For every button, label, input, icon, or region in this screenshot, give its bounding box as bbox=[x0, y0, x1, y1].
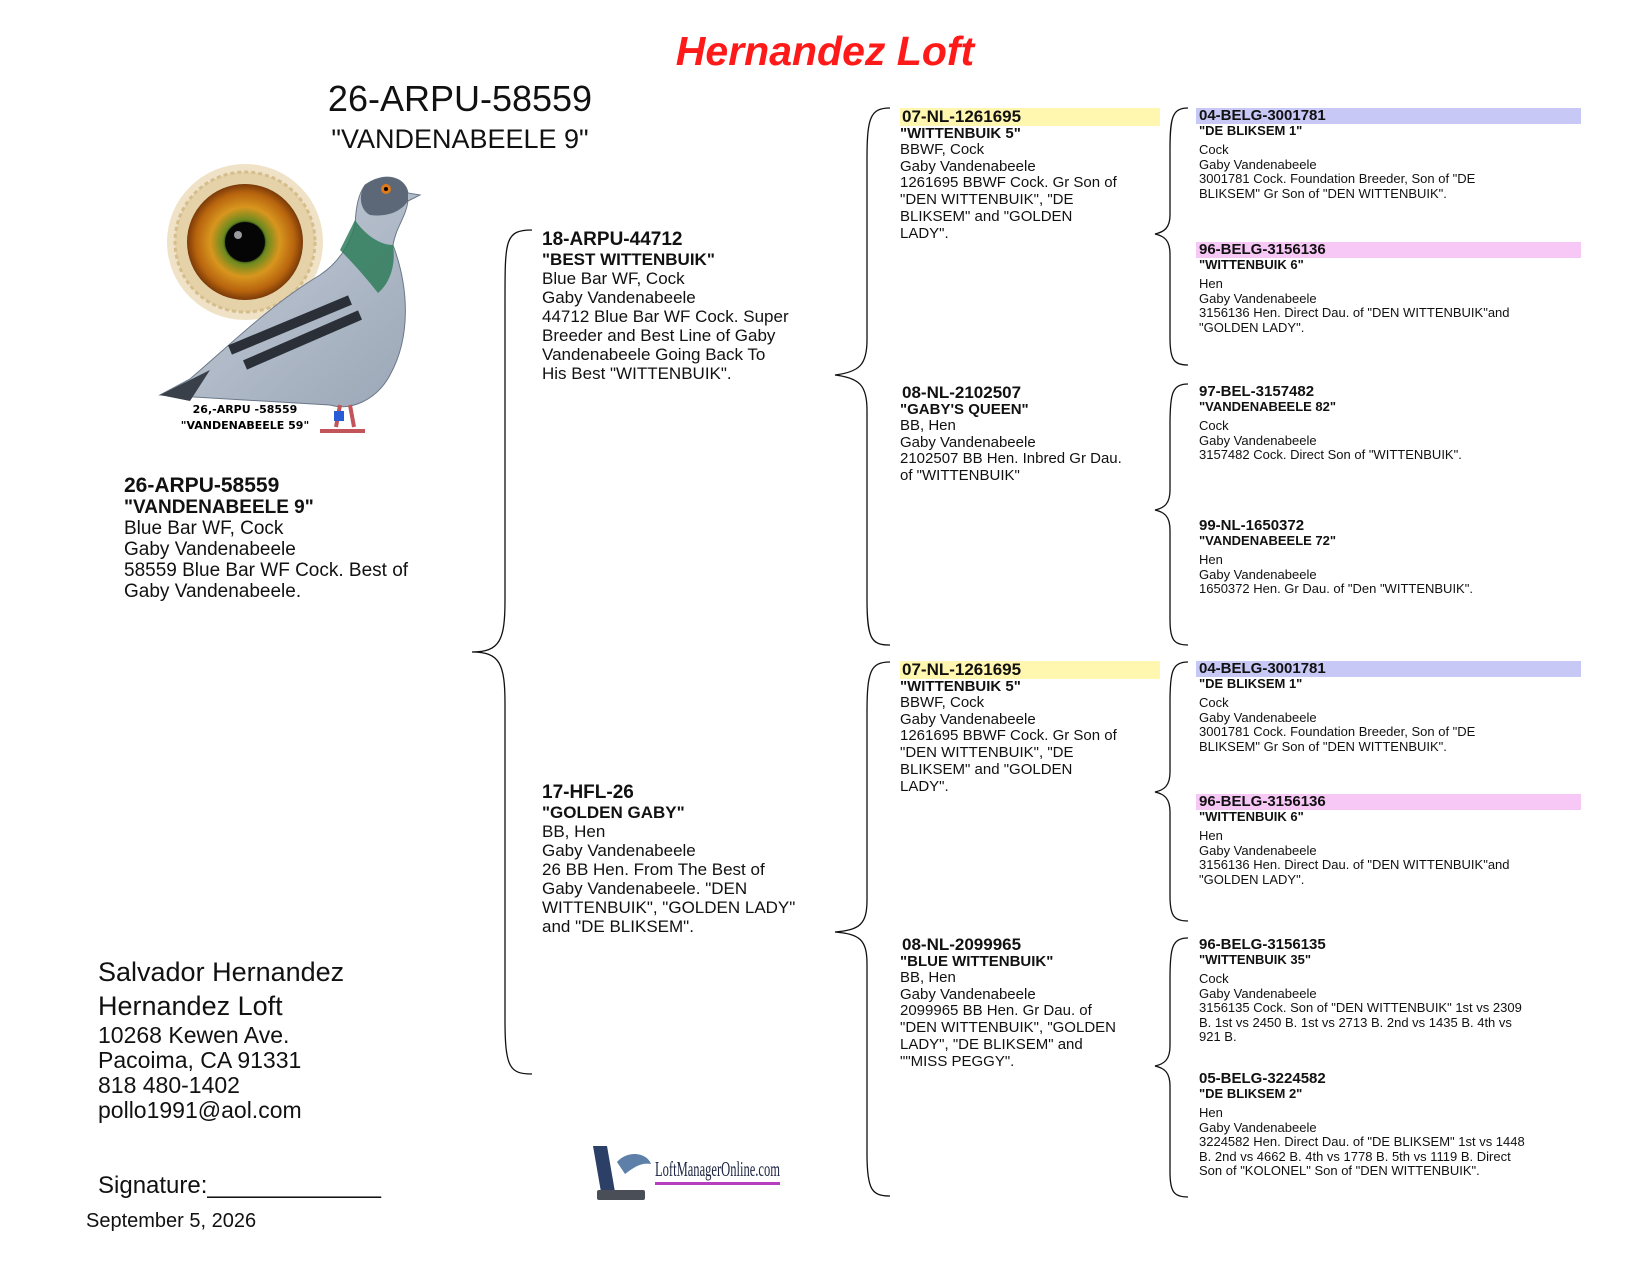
loftmanager-logo bbox=[585, 1140, 785, 1206]
great-grandparent-breeder: Gaby Vandenabeele bbox=[1199, 985, 1317, 1001]
sire-breeder: Gaby Vandenabeele bbox=[542, 288, 696, 307]
grandparent-note: "DEN WITTENBUIK", "DE bbox=[900, 744, 1074, 762]
great-grandparent-note: 3157482 Cock. Direct Son of "WITTENBUIK". bbox=[1199, 447, 1462, 462]
dam-note: 26 BB Hen. From The Best of bbox=[542, 860, 765, 879]
grandparent-note: LADY". bbox=[900, 777, 949, 795]
dam-name: "GOLDEN GABY" bbox=[542, 803, 685, 822]
grandparent-ring: 07-NL-1261695 bbox=[900, 108, 1160, 126]
grandparent-name: "WITTENBUIK 5" bbox=[900, 678, 1021, 695]
grandparent-breeder: Gaby Vandenabeele bbox=[900, 433, 1036, 451]
great-grandparent-ring: 97-BEL-3157482 bbox=[1199, 383, 1315, 400]
great-grandparent-name: "DE BLIKSEM 1" bbox=[1199, 676, 1303, 691]
grandparent-note: 1261695 BBWF Cock. Gr Son of bbox=[900, 174, 1117, 192]
grandparent-note: BLIKSEM" and "GOLDEN bbox=[900, 760, 1073, 778]
grandparent-ring: 08-NL-2102507 bbox=[902, 383, 1022, 402]
owner-name: Salvador Hernandez bbox=[98, 957, 345, 987]
grandparent-note: LADY", "DE BLIKSEM" and bbox=[900, 1035, 1083, 1053]
photo-name-text: "VANDENABEELE 59" bbox=[180, 419, 310, 432]
print-date: September 5, 2026 bbox=[86, 1210, 257, 1232]
great-grandparent-breeder: Gaby Vandenabeele bbox=[1199, 1119, 1317, 1135]
subject-breeder: Gaby Vandenabeele bbox=[124, 539, 296, 560]
subject-note: 58559 Blue Bar WF Cock. Best of bbox=[124, 560, 409, 581]
great-grandparent-note: BLIKSEM" Gr Son of "DEN WITTENBUIK". bbox=[1199, 185, 1447, 201]
sire-note: Breeder and Best Line of Gaby bbox=[542, 326, 776, 345]
great-grandparent-breeder: Gaby Vandenabeele bbox=[1199, 156, 1317, 172]
bracket-gp2 bbox=[1155, 384, 1188, 645]
grandparent-note: of "WITTENBUIK" bbox=[900, 467, 1020, 485]
bracket-sire bbox=[835, 108, 890, 645]
great-grandparent-ring: 05-BELG-3224582 bbox=[1199, 1070, 1326, 1087]
logo-text: LoftManagerOnline.com bbox=[655, 1157, 780, 1181]
great-grandparent-note: 3001781 Cock. Foundation Breeder, Son of "DE bbox=[1199, 724, 1476, 739]
bracket-gp4 bbox=[1155, 938, 1188, 1197]
great-grandparent-ring: 04-BELG-3001781 bbox=[1196, 661, 1581, 677]
great-grandparent-name: "DE BLIKSEM 2" bbox=[1199, 1086, 1303, 1101]
dam-note: WITTENBUIK", "GOLDEN LADY" bbox=[542, 898, 796, 917]
great-grandparent-note: Son of "KOLONEL" Son of "DEN WITTENBUIK". bbox=[1199, 1163, 1480, 1178]
grandparent-breeder: Gaby Vandenabeele bbox=[900, 157, 1036, 175]
owner-loft: Hernandez Loft bbox=[98, 991, 283, 1021]
sire-ring: 18-ARPU-44712 bbox=[542, 229, 683, 250]
grandparent-name: "WITTENBUIK 5" bbox=[900, 125, 1021, 142]
great-grandparent-sex: Hen bbox=[1199, 1105, 1223, 1120]
signature-line: Signature:_____________ bbox=[98, 1172, 381, 1199]
subject-note: Gaby Vandenabeele. bbox=[124, 581, 302, 602]
great-grandparent-note: 3156136 Hen. Direct Dau. of "DEN WITTENBUIK"and bbox=[1199, 305, 1510, 320]
grandparent-ring: 07-NL-1261695 bbox=[900, 661, 1160, 679]
great-grandparent-name: "WITTENBUIK 35" bbox=[1199, 952, 1311, 967]
great-grandparent-note: BLIKSEM" Gr Son of "DEN WITTENBUIK". bbox=[1199, 738, 1447, 754]
grandparent-note: LADY". bbox=[900, 224, 949, 242]
sire-color-sex: Blue Bar WF, Cock bbox=[542, 269, 685, 288]
great-grandparent-breeder: Gaby Vandenabeele bbox=[1199, 290, 1317, 306]
great-grandparent-note: 3156136 Hen. Direct Dau. of "DEN WITTENBUIK"and bbox=[1199, 857, 1510, 872]
sire-name: "BEST WITTENBUIK" bbox=[542, 250, 715, 269]
grandparent-note: 2099965 BB Hen. Gr Dau. of bbox=[900, 1002, 1092, 1020]
subject-color-sex: Blue Bar WF, Cock bbox=[124, 518, 284, 539]
owner-email: pollo1991@aol.com bbox=[98, 1097, 302, 1123]
sire-note: His Best "WITTENBUIK". bbox=[542, 364, 732, 383]
grandparent-note: BLIKSEM" and "GOLDEN bbox=[900, 207, 1073, 225]
great-grandparent-note: 3224582 Hen. Direct Dau. of "DE BLIKSEM" 1st vs 1448 bbox=[1199, 1134, 1525, 1149]
great-grandparent-sex: Hen bbox=[1199, 276, 1223, 291]
great-grandparent-name: "VANDENABEELE 82" bbox=[1199, 399, 1337, 414]
great-grandparent-sex: Cock bbox=[1199, 142, 1229, 157]
grandparent-color-sex: BBWF, Cock bbox=[900, 141, 985, 158]
great-grandparent-ring: 96-BELG-3156136 bbox=[1196, 794, 1581, 810]
great-grandparent-ring: 96-BELG-3156135 bbox=[1199, 936, 1326, 953]
great-grandparent-sex: Cock bbox=[1199, 971, 1229, 986]
owner-info bbox=[98, 955, 458, 1123]
great-grandparent-note: "GOLDEN LADY". bbox=[1199, 871, 1305, 887]
main-bird-name: "VANDENABEELE 9" bbox=[331, 124, 589, 154]
grandparent-breeder: Gaby Vandenabeele bbox=[900, 985, 1036, 1003]
grandparent-note: 2102507 BB Hen. Inbred Gr Dau. bbox=[900, 450, 1122, 468]
subject-ring: 26-ARPU-58559 bbox=[124, 474, 280, 497]
bracket-dam bbox=[835, 662, 890, 1196]
owner-address: 10268 Kewen Ave. bbox=[98, 1022, 290, 1048]
great-grandparent-note: 921 B. bbox=[1199, 1029, 1237, 1044]
great-grandparent-sex: Cock bbox=[1199, 418, 1229, 433]
great-grandparent-note: B. 2nd vs 4662 B. 4th vs 1778 B. 5th vs 1119 B. Direct bbox=[1199, 1148, 1511, 1164]
grandparent-note: "DEN WITTENBUIK", "GOLDEN bbox=[900, 1019, 1116, 1037]
great-grandparent-sex: Hen bbox=[1199, 552, 1223, 567]
great-grandparent-name: "WITTENBUIK 6" bbox=[1199, 809, 1304, 824]
great-grandparent-sex: Cock bbox=[1199, 695, 1229, 710]
grandparent-note: "DEN WITTENBUIK", "DE bbox=[900, 191, 1074, 209]
main-ring-number: 26-ARPU-58559 bbox=[327, 78, 593, 119]
dam-note: and "DE BLIKSEM". bbox=[542, 917, 694, 936]
great-grandparent-ring: 99-NL-1650372 bbox=[1199, 517, 1305, 534]
great-grandparent-note: 3001781 Cock. Foundation Breeder, Son of "DE bbox=[1199, 171, 1476, 186]
owner-city: Pacoima, CA 91331 bbox=[98, 1047, 302, 1073]
sire-note: Vandenabeele Going Back To bbox=[542, 345, 766, 364]
grandparent-name: "BLUE WITTENBUIK" bbox=[900, 953, 1054, 970]
great-grandparent-breeder: Gaby Vandenabeele bbox=[1199, 566, 1317, 582]
great-grandparent-note: 3156135 Cock. Son of "DEN WITTENBUIK" 1st vs 2309 bbox=[1199, 1000, 1522, 1015]
great-grandparent-note: "GOLDEN LADY". bbox=[1199, 319, 1305, 335]
grandparent-name: "GABY'S QUEEN" bbox=[900, 401, 1029, 418]
dam-ring: 17-HFL-26 bbox=[542, 782, 634, 803]
grandparent-color-sex: BBWF, Cock bbox=[900, 694, 985, 711]
photo-band-text: 26,-ARPU -58559 bbox=[192, 403, 298, 416]
great-grandparent-note: 1650372 Hen. Gr Dau. of "Den "WITTENBUIK". bbox=[1199, 581, 1473, 596]
great-grandparent-note: B. 1st vs 2450 B. 1st vs 2713 B. 2nd vs 1435 B. 4th vs bbox=[1199, 1014, 1512, 1030]
great-grandparent-name: "WITTENBUIK 6" bbox=[1199, 257, 1304, 272]
grandparent-note: ""MISS PEGGY". bbox=[900, 1052, 1015, 1070]
sire-note: 44712 Blue Bar WF Cock. Super bbox=[542, 307, 789, 326]
owner-phone: 818 480-1402 bbox=[98, 1072, 240, 1098]
great-grandparent-sex: Hen bbox=[1199, 828, 1223, 843]
dam-breeder: Gaby Vandenabeele bbox=[542, 841, 696, 860]
bracket-gp3 bbox=[1155, 662, 1188, 921]
grandparent-note: 1261695 BBWF Cock. Gr Son of bbox=[900, 727, 1117, 745]
great-grandparent-name: "VANDENABEELE 72" bbox=[1199, 533, 1337, 548]
bracket-gp1 bbox=[1155, 108, 1188, 365]
great-grandparent-ring: 04-BELG-3001781 bbox=[1196, 108, 1581, 124]
grandparent-breeder: Gaby Vandenabeele bbox=[900, 710, 1036, 728]
grandparent-color-sex: BB, Hen bbox=[900, 417, 956, 434]
dam-note: Gaby Vandenabeele. "DEN bbox=[542, 879, 748, 898]
great-grandparent-breeder: Gaby Vandenabeele bbox=[1199, 432, 1317, 448]
loft-title: Hernandez Loft bbox=[675, 28, 975, 74]
bracket-subject bbox=[472, 230, 532, 1074]
dam-color-sex: BB, Hen bbox=[542, 822, 606, 841]
great-grandparent-breeder: Gaby Vandenabeele bbox=[1199, 709, 1317, 725]
great-grandparent-ring: 96-BELG-3156136 bbox=[1196, 242, 1581, 258]
great-grandparent-name: "DE BLIKSEM 1" bbox=[1199, 123, 1303, 138]
great-grandparent-breeder: Gaby Vandenabeele bbox=[1199, 842, 1317, 858]
subject-name: "VANDENABEELE 9" bbox=[124, 497, 314, 518]
grandparent-color-sex: BB, Hen bbox=[900, 969, 956, 986]
grandparent-ring: 08-NL-2099965 bbox=[902, 935, 1022, 954]
